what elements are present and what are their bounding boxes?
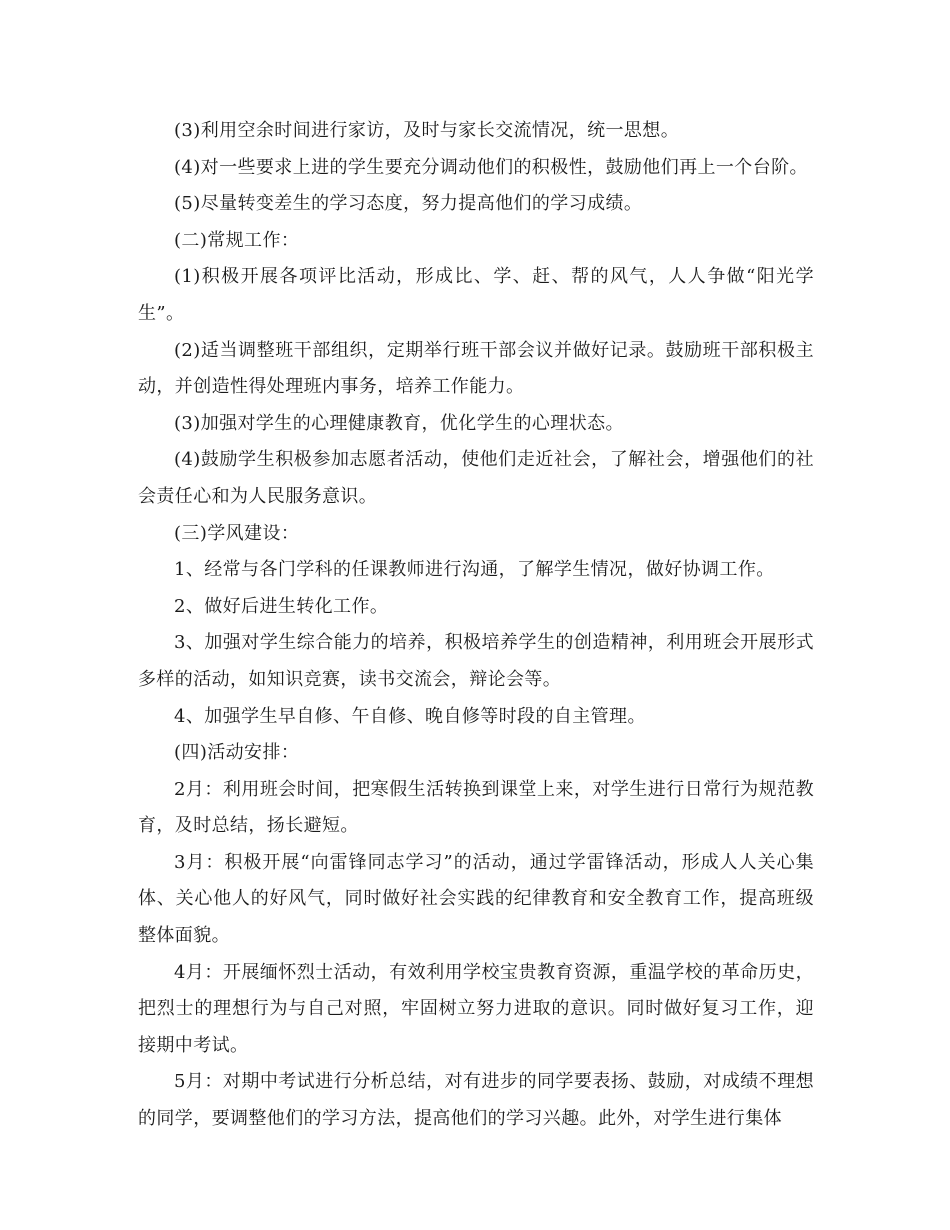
paragraph: 1、经常与各门学科的任课教师进行沟通，了解学生情况，做好协调工作。: [174, 559, 775, 581]
paragraph: (3)利用空余时间进行家访，及时与家长交流情况，统一思想。: [174, 120, 680, 141]
paragraph: (3)加强对学生的心理健康教育，优化学生的心理状态。: [174, 412, 624, 434]
paragraph: 3月：积极开展“向雷锋同志学习”的活动，通过学雷锋活动，形成人人关心集体、关心他人的好风气，同时做好社会实践的纪律教育和安全教育工作，提高班级整体面貌。: [138, 851, 814, 947]
paragraph: (4)鼓励学生积极参加志愿者活动，使他们走近社会，了解社会，增强他们的社会责任心和为人民服务意识。: [138, 449, 814, 507]
paragraph: 3、加强对学生综合能力的培养，积极培养学生的创造精神，利用班会开展形式多样的活动，如知识竞赛，读书交流会，辩论会等。: [138, 632, 814, 690]
paragraph: 2月：利用班会时间，把寒假生活转换到课堂上来，对学生进行日常行为规范教育，及时总结，扬长避短。: [138, 778, 814, 837]
paragraph: 4、加强学生早自修、午自修、晚自修等时段的自主管理。: [174, 705, 646, 727]
paragraph: 4月：开展缅怀烈士活动，有效利用学校宝贵教育资源，重温学校的革命历史，把烈士的理想行为与自己对照，牢固树立努力进取的意识。同时做好复习工作，迎接期中考试。: [138, 961, 814, 1056]
paragraph: (1)积极开展各项评比活动，形成比、学、赶、帮的风气，人人争做“阳光学生”。: [138, 266, 814, 324]
section-heading: (三)学风建设：: [174, 522, 300, 544]
section-heading: (二)常规工作：: [174, 229, 300, 251]
section-heading: (四)活动安排：: [174, 742, 300, 764]
document-body: [138, 113, 814, 1138]
paragraph: (5)尽量转变差生的学习态度，努力提高他们的学习成绩。: [174, 193, 643, 215]
paragraph: 5月：对期中考试进行分析总结，对有进步的同学要表扬、鼓励，对成绩不理想的同学，要调整他们的学习方法，提高他们的学习兴趣。此外，对学生进行集体: [138, 1071, 814, 1130]
paragraph: (4)对一些要求上进的学生要充分调动他们的积极性，鼓励他们再上一个台阶。: [174, 156, 808, 178]
paragraph: 2、做好后进生转化工作。: [174, 595, 389, 617]
paragraph: (2)适当调整班干部组织，定期举行班干部会议并做好记录。鼓励班干部积极主动，并创造性得处理班内事务，培养工作能力。: [138, 339, 814, 398]
